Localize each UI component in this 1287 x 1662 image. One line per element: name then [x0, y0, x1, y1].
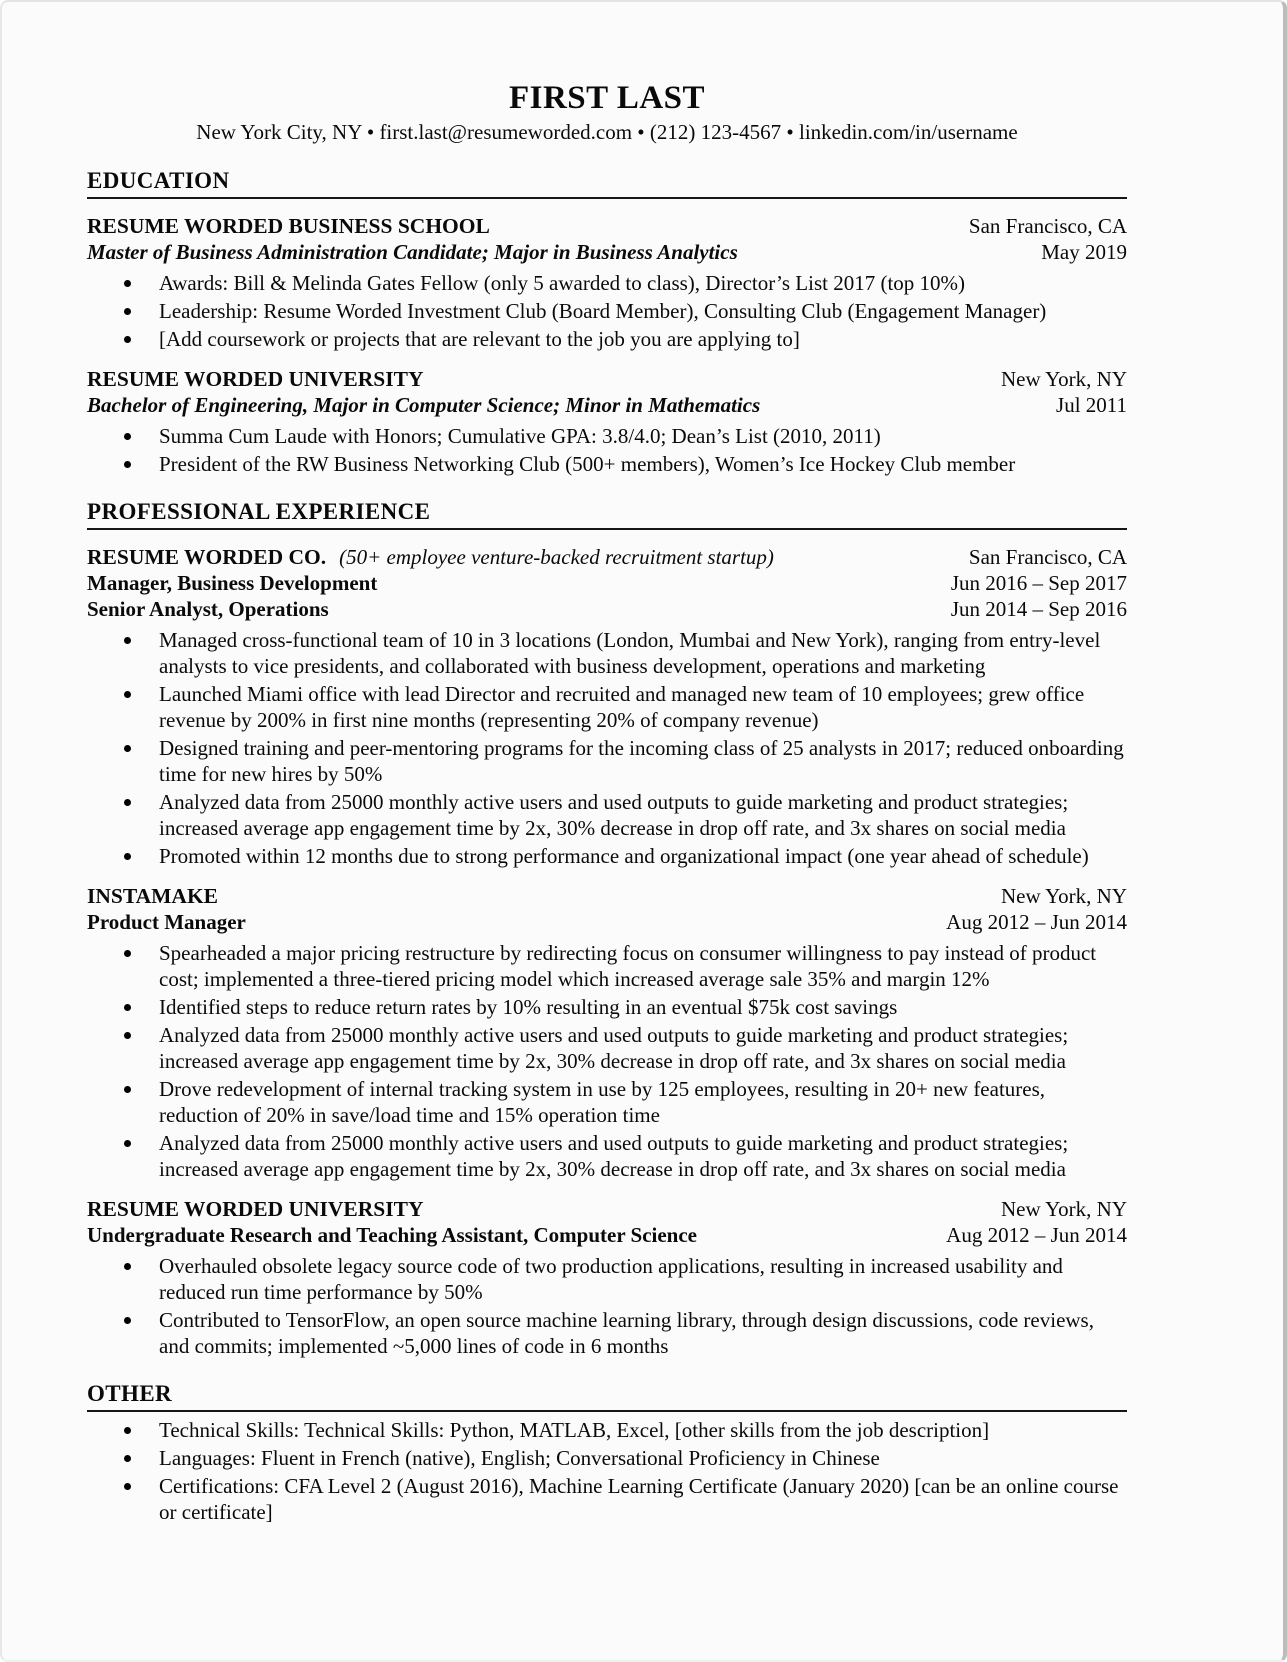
- role-title: Product Manager: [87, 910, 246, 934]
- bullet-text: Technical Skills: Technical Skills: Python, MATLAB, Excel, [other skills from the job description]: [159, 1418, 990, 1442]
- bullet-dot-icon: [124, 1032, 131, 1039]
- bullet-list: [87, 423, 1127, 477]
- school-location: New York, NY: [1000, 367, 1127, 391]
- degree-title: Master of Business Administration Candidate; Major in Business Analytics: [87, 240, 738, 264]
- bullet-item: [87, 735, 1127, 787]
- bullet-text: Leadership: Resume Worded Investment Club (Board Member), Consulting Club (Engagement Manager): [159, 299, 1047, 323]
- bullet-list: [87, 1253, 1127, 1359]
- bullet-dot-icon: [124, 1483, 131, 1490]
- bullet-dot-icon: [124, 461, 131, 468]
- bullet-item: [87, 994, 1127, 1020]
- degree-row: [87, 392, 1127, 418]
- bullet-dot-icon: [124, 1317, 131, 1324]
- bullet-item: [87, 423, 1127, 449]
- bullet-item: [87, 451, 1127, 477]
- bullet-item: [87, 789, 1127, 841]
- role-title: Undergraduate Research and Teaching Assistant, Computer Science: [87, 1223, 697, 1247]
- company-location: New York, NY: [1000, 884, 1127, 908]
- bullet-item: [87, 1473, 1127, 1525]
- role-row: [87, 596, 1127, 622]
- bullet-item: [87, 681, 1127, 733]
- company-name: RESUME WORDED CO.: [87, 545, 327, 569]
- bullet-item: [87, 940, 1127, 992]
- bullet-dot-icon: [124, 745, 131, 752]
- role-date: Jun 2014 – Sep 2016: [950, 597, 1127, 621]
- bullet-text: Contributed to TensorFlow, an open source machine learning library, through design discussions, code reviews, and commits; implemented ~5,000 lines of code in 6 months: [159, 1308, 1094, 1358]
- bullet-text: Launched Miami office with lead Director and recruited and managed new team of 10 employees; grew office revenue by 200% in first nine months (representing 20% of company revenue): [159, 682, 1085, 732]
- bullet-item: [87, 270, 1127, 296]
- role-row: [87, 1222, 1127, 1248]
- bullet-text: Languages: Fluent in French (native), English; Conversational Proficiency in Chinese: [159, 1446, 880, 1470]
- section-other: [87, 1380, 1127, 1525]
- degree-row: [87, 239, 1127, 265]
- section-experience: [87, 498, 1127, 1359]
- bullet-dot-icon: [124, 1140, 131, 1147]
- experience-entry: [87, 883, 1127, 1182]
- experience-entry: [87, 544, 1127, 869]
- bullet-dot-icon: [124, 950, 131, 957]
- bullet-text: Managed cross-functional team of 10 in 3 locations (London, Mumbai and New York), ranging from entry-level analysts to vice presidents, and collaborated with business development, operations and marketing: [159, 628, 1101, 678]
- bullet-text: Drove redevelopment of internal tracking system in use by 125 employees, resulting in 20+ new features, reduction of 20% in save/load time and 15% operation time: [159, 1077, 1046, 1127]
- bullet-item: [87, 1445, 1127, 1471]
- bullet-item: [87, 1307, 1127, 1359]
- section-title-experience: PROFESSIONAL EXPERIENCE: [87, 498, 1127, 530]
- bullet-dot-icon: [124, 799, 131, 806]
- experience-entry: [87, 1196, 1127, 1359]
- company-location: San Francisco, CA: [968, 545, 1127, 569]
- bullet-dot-icon: [124, 1455, 131, 1462]
- section-title-education: EDUCATION: [87, 167, 1127, 199]
- bullet-item: [87, 1130, 1127, 1182]
- company-name: RESUME WORDED UNIVERSITY: [87, 1197, 424, 1221]
- bullet-list: [87, 627, 1127, 869]
- bullet-text: President of the RW Business Networking Club (500+ members), Women’s Ice Hockey Club member: [159, 452, 1016, 476]
- bullet-text: Awards: Bill & Melinda Gates Fellow (only 5 awarded to class), Director’s List 2017 (top 10%): [159, 271, 966, 295]
- bullet-dot-icon: [124, 853, 131, 860]
- bullet-text: Overhauled obsolete legacy source code of two production applications, resulting in increased usability and reduced run time performance by 50%: [159, 1254, 1063, 1304]
- bullet-item: [87, 627, 1127, 679]
- section-education: [87, 167, 1127, 477]
- role-title: Manager, Business Development: [87, 571, 378, 595]
- school-name: RESUME WORDED UNIVERSITY: [87, 367, 424, 391]
- company-line: [87, 544, 774, 570]
- degree-title: Bachelor of Engineering, Major in Computer Science; Minor in Mathematics: [87, 393, 761, 417]
- bullet-item: [87, 298, 1127, 324]
- company-row: [87, 1196, 1127, 1222]
- bullet-list: [87, 270, 1127, 352]
- bullet-text: Analyzed data from 25000 monthly active users and used outputs to guide marketing and product strategies; increased average app engagement time by 2x, 30% decrease in drop off rate, and 3x shares on social media: [159, 1023, 1069, 1073]
- school-row: [87, 366, 1127, 392]
- company-note: (50+ employee venture-backed recruitment startup): [339, 545, 774, 569]
- role-row: [87, 909, 1127, 935]
- bullet-dot-icon: [124, 1427, 131, 1434]
- company-name: INSTAMAKE: [87, 884, 219, 908]
- degree-date: Jul 2011: [1056, 393, 1127, 417]
- education-entry: [87, 213, 1127, 352]
- section-title-other: OTHER: [87, 1380, 1127, 1412]
- bullet-text: Spearheaded a major pricing restructure by redirecting focus on consumer willingness to pay instead of product cost; implemented a three-tiered pricing model which increased average sale 35% and margin 12%: [159, 941, 1097, 991]
- role-row: [87, 570, 1127, 596]
- resume-header: [87, 80, 1127, 146]
- company-row: [87, 544, 1127, 570]
- bullet-item: [87, 843, 1127, 869]
- role-date: Aug 2012 – Jun 2014: [946, 910, 1127, 934]
- bullet-list: [87, 1417, 1127, 1525]
- school-row: [87, 213, 1127, 239]
- bullet-item: [87, 1076, 1127, 1128]
- bullet-dot-icon: [124, 691, 131, 698]
- bullet-text: Identified steps to reduce return rates by 10% resulting in an eventual $75k cost savings: [159, 995, 898, 1019]
- education-entry: [87, 366, 1127, 477]
- degree-date: May 2019: [1041, 240, 1127, 264]
- bullet-dot-icon: [124, 280, 131, 287]
- bullet-text: Summa Cum Laude with Honors; Cumulative GPA: 3.8/4.0; Dean’s List (2010, 2011): [159, 424, 881, 448]
- company-location: New York, NY: [1000, 1197, 1127, 1221]
- bullet-item: [87, 1022, 1127, 1074]
- bullet-dot-icon: [124, 637, 131, 644]
- bullet-dot-icon: [124, 336, 131, 343]
- bullet-item: [87, 1253, 1127, 1305]
- candidate-name: FIRST LAST: [508, 80, 706, 116]
- role-date: Aug 2012 – Jun 2014: [946, 1223, 1127, 1247]
- bullet-text: Certifications: CFA Level 2 (August 2016), Machine Learning Certificate (January 2020) [can be an online course or certificate]: [159, 1474, 1119, 1524]
- bullet-item: [87, 326, 1127, 352]
- bullet-text: Designed training and peer-mentoring programs for the incoming class of 25 analysts in 2017; reduced onboarding time for new hires by 50%: [159, 736, 1124, 786]
- school-location: San Francisco, CA: [968, 214, 1127, 238]
- bullet-item: [87, 1417, 1127, 1443]
- company-row: [87, 883, 1127, 909]
- role-date: Jun 2016 – Sep 2017: [950, 571, 1127, 595]
- bullet-dot-icon: [124, 433, 131, 440]
- bullet-dot-icon: [124, 1263, 131, 1270]
- bullet-list: [87, 940, 1127, 1182]
- school-name: RESUME WORDED BUSINESS SCHOOL: [87, 214, 490, 238]
- bullet-text: Promoted within 12 months due to strong performance and organizational impact (one year ahead of schedule): [159, 844, 1089, 868]
- bullet-text: Analyzed data from 25000 monthly active users and used outputs to guide marketing and product strategies; increased average app engagement time by 2x, 30% decrease in drop off rate, and 3x shares on social media: [159, 1131, 1069, 1181]
- bullet-text: [Add coursework or projects that are relevant to the job you are applying to]: [159, 327, 800, 351]
- bullet-dot-icon: [124, 1086, 131, 1093]
- bullet-dot-icon: [124, 1004, 131, 1011]
- bullet-dot-icon: [124, 308, 131, 315]
- contact-line: New York City, NY • first.last@resumeworded.com • (212) 123-4567 • linkedin.com/in/username: [196, 120, 1018, 144]
- bullet-text: Analyzed data from 25000 monthly active users and used outputs to guide marketing and product strategies; increased average app engagement time by 2x, 30% decrease in drop off rate, and 3x shares on social media: [159, 790, 1069, 840]
- role-title: Senior Analyst, Operations: [87, 597, 329, 621]
